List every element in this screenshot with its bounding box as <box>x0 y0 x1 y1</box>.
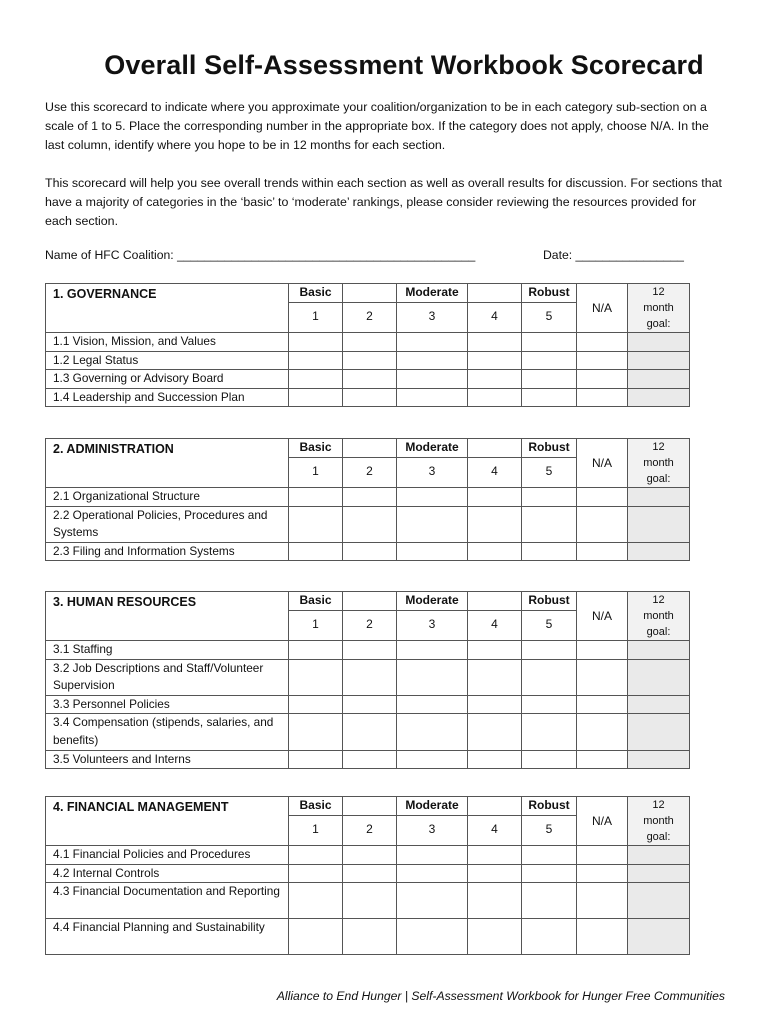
score-5-label: 5 <box>522 816 577 846</box>
level-basic: Basic <box>289 592 343 611</box>
intro-paragraph-2: This scorecard will help you see overall trends within each section as well as overall results for discussion. For sections that have a majority of categories in the ‘basic’ to ‘moderate’ rankings, please consider reviewing the resources provided for each section. <box>45 176 722 228</box>
scorecard-table-governance <box>45 283 690 407</box>
score-cell[interactable] <box>522 714 577 750</box>
score-cell[interactable] <box>343 388 397 407</box>
section-title: 3. HUMAN RESOURCES <box>46 592 289 641</box>
goal-cell[interactable] <box>628 333 690 352</box>
score-cell[interactable] <box>343 714 397 750</box>
level-basic: Basic <box>289 439 343 458</box>
score-cell[interactable] <box>397 750 468 769</box>
level-robust: Robust <box>522 592 577 611</box>
na-header: N/A <box>577 284 628 333</box>
level-basic: Basic <box>289 284 343 303</box>
score-4-label: 4 <box>468 816 522 846</box>
goal-cell[interactable] <box>628 864 690 883</box>
score-cell[interactable] <box>468 864 522 883</box>
goal-header: 12 month goal: <box>628 592 690 641</box>
score-cell[interactable] <box>468 351 522 370</box>
score-cell[interactable] <box>343 883 397 919</box>
level-robust: Robust <box>522 439 577 458</box>
na-header: N/A <box>577 797 628 846</box>
section-title: 4. FINANCIAL MANAGEMENT <box>46 797 289 846</box>
item-label: 4.2 Internal Controls <box>46 864 289 883</box>
score-cell[interactable] <box>522 695 577 714</box>
score-3-label: 3 <box>397 611 468 641</box>
score-cell[interactable] <box>397 659 468 695</box>
scorecard-table-financial-management <box>45 796 690 955</box>
na-cell[interactable] <box>577 388 628 407</box>
item-label: 4.3 Financial Documentation and Reporting <box>46 883 289 919</box>
level-moderate: Moderate <box>397 797 468 816</box>
score-cell[interactable] <box>289 641 343 660</box>
score-cell[interactable] <box>343 864 397 883</box>
score-cell[interactable] <box>468 883 522 919</box>
score-cell[interactable] <box>397 883 468 919</box>
score-3-label: 3 <box>397 816 468 846</box>
goal-cell[interactable] <box>628 846 690 865</box>
score-cell[interactable] <box>343 659 397 695</box>
score-cell[interactable] <box>468 542 522 561</box>
level-basic: Basic <box>289 797 343 816</box>
score-cell[interactable] <box>397 864 468 883</box>
score-cell[interactable] <box>468 659 522 695</box>
page-title: Overall Self-Assessment Workbook Scorecard <box>104 50 704 80</box>
score-2-label: 2 <box>343 611 397 641</box>
na-cell[interactable] <box>577 641 628 660</box>
na-cell[interactable] <box>577 659 628 695</box>
goal-cell[interactable] <box>628 370 690 389</box>
score-cell[interactable] <box>343 919 397 955</box>
item-label: 4.1 Financial Policies and Procedures <box>46 846 289 865</box>
score-cell[interactable] <box>522 370 577 389</box>
score-cell[interactable] <box>522 846 577 865</box>
score-cell[interactable] <box>522 750 577 769</box>
goal-cell[interactable] <box>628 542 690 561</box>
item-label: 2.1 Organizational Structure <box>46 488 289 507</box>
score-cell[interactable] <box>397 641 468 660</box>
score-cell[interactable] <box>522 883 577 919</box>
na-cell[interactable] <box>577 488 628 507</box>
score-2-label: 2 <box>343 303 397 333</box>
score-cell[interactable] <box>289 542 343 561</box>
score-cell[interactable] <box>522 659 577 695</box>
score-cell[interactable] <box>397 919 468 955</box>
score-cell[interactable] <box>522 388 577 407</box>
score-cell[interactable] <box>397 370 468 389</box>
goal-cell[interactable] <box>628 695 690 714</box>
date-field[interactable]: Date: ________________ <box>543 248 684 262</box>
score-cell[interactable] <box>289 919 343 955</box>
score-cell[interactable] <box>397 714 468 750</box>
intro-paragraph-1: Use this scorecard to indicate where you approximate your coalition/organization to be in each category sub-section on a scale of 1 to 5. Place the corresponding number in the appropriate box. If the category does not apply, choose N/A. In the last column, identify where you hope to be in 12 months for each section. <box>45 100 709 152</box>
score-4-label: 4 <box>468 303 522 333</box>
score-cell[interactable] <box>397 846 468 865</box>
item-label: 3.2 Job Descriptions and Staff/Volunteer Supervision <box>46 659 289 695</box>
score-cell[interactable] <box>522 864 577 883</box>
score-cell[interactable] <box>289 864 343 883</box>
goal-cell[interactable] <box>628 506 690 542</box>
item-label: 3.1 Staffing <box>46 641 289 660</box>
na-cell[interactable] <box>577 370 628 389</box>
scorecard-table-human-resources <box>45 591 690 769</box>
goal-cell[interactable] <box>628 919 690 955</box>
level-robust: Robust <box>522 284 577 303</box>
na-cell[interactable] <box>577 864 628 883</box>
goal-cell[interactable] <box>628 750 690 769</box>
item-label: 3.5 Volunteers and Interns <box>46 750 289 769</box>
goal-cell[interactable] <box>628 883 690 919</box>
level-moderate: Moderate <box>397 592 468 611</box>
level-robust: Robust <box>522 797 577 816</box>
score-cell[interactable] <box>468 333 522 352</box>
page-footer: Alliance to End Hunger | Self-Assessment Workbook for Hunger Free Communities <box>276 989 725 1003</box>
score-cell[interactable] <box>289 333 343 352</box>
level-moderate: Moderate <box>397 284 468 303</box>
score-cell[interactable] <box>289 883 343 919</box>
score-cell[interactable] <box>468 641 522 660</box>
goal-cell[interactable] <box>628 714 690 750</box>
na-cell[interactable] <box>577 333 628 352</box>
score-cell[interactable] <box>343 488 397 507</box>
score-cell[interactable] <box>289 695 343 714</box>
score-cell[interactable] <box>343 542 397 561</box>
score-1-label: 1 <box>289 611 343 641</box>
score-5-label: 5 <box>522 611 577 641</box>
item-label: 3.3 Personnel Policies <box>46 695 289 714</box>
score-cell[interactable] <box>289 488 343 507</box>
score-cell[interactable] <box>289 388 343 407</box>
score-cell[interactable] <box>397 506 468 542</box>
item-label: 4.4 Financial Planning and Sustainability <box>46 919 289 955</box>
item-label: 1.3 Governing or Advisory Board <box>46 370 289 389</box>
na-cell[interactable] <box>577 695 628 714</box>
score-cell[interactable] <box>468 695 522 714</box>
na-header: N/A <box>577 592 628 641</box>
score-cell[interactable] <box>289 506 343 542</box>
item-label: 1.1 Vision, Mission, and Values <box>46 333 289 352</box>
score-cell[interactable] <box>343 370 397 389</box>
score-cell[interactable] <box>289 714 343 750</box>
item-label: 2.3 Filing and Information Systems <box>46 542 289 561</box>
score-cell[interactable] <box>289 659 343 695</box>
score-cell[interactable] <box>343 846 397 865</box>
score-cell[interactable] <box>468 919 522 955</box>
scorecard-table-administration <box>45 438 690 561</box>
na-cell[interactable] <box>577 351 628 370</box>
score-cell[interactable] <box>397 333 468 352</box>
na-header: N/A <box>577 439 628 488</box>
score-cell[interactable] <box>397 695 468 714</box>
score-cell[interactable] <box>397 388 468 407</box>
score-3-label: 3 <box>397 458 468 488</box>
score-3-label: 3 <box>397 303 468 333</box>
goal-cell[interactable] <box>628 351 690 370</box>
score-cell[interactable] <box>289 846 343 865</box>
na-cell[interactable] <box>577 883 628 919</box>
score-cell[interactable] <box>468 714 522 750</box>
goal-header: 12 month goal: <box>628 439 690 488</box>
score-cell[interactable] <box>289 750 343 769</box>
score-1-label: 1 <box>289 458 343 488</box>
score-cell[interactable] <box>522 351 577 370</box>
na-cell[interactable] <box>577 714 628 750</box>
item-label: 1.4 Leadership and Succession Plan <box>46 388 289 407</box>
item-label: 1.2 Legal Status <box>46 351 289 370</box>
na-cell[interactable] <box>577 542 628 561</box>
goal-cell[interactable] <box>628 488 690 507</box>
score-cell[interactable] <box>468 506 522 542</box>
score-cell[interactable] <box>468 388 522 407</box>
section-title: 2. ADMINISTRATION <box>46 439 289 488</box>
score-1-label: 1 <box>289 816 343 846</box>
score-cell[interactable] <box>468 750 522 769</box>
score-cell[interactable] <box>468 846 522 865</box>
score-1-label: 1 <box>289 303 343 333</box>
score-cell[interactable] <box>289 351 343 370</box>
coalition-name-field[interactable]: Name of HFC Coalition: ____________________________________________ <box>45 248 476 262</box>
goal-cell[interactable] <box>628 388 690 407</box>
item-label: 3.4 Compensation (stipends, salaries, and benefits) <box>46 714 289 750</box>
score-4-label: 4 <box>468 458 522 488</box>
score-cell[interactable] <box>343 695 397 714</box>
score-cell[interactable] <box>343 333 397 352</box>
score-cell[interactable] <box>522 488 577 507</box>
score-5-label: 5 <box>522 303 577 333</box>
level-moderate: Moderate <box>397 439 468 458</box>
score-4-label: 4 <box>468 611 522 641</box>
na-cell[interactable] <box>577 750 628 769</box>
score-cell[interactable] <box>397 351 468 370</box>
score-5-label: 5 <box>522 458 577 488</box>
score-cell[interactable] <box>468 488 522 507</box>
score-cell[interactable] <box>343 351 397 370</box>
score-cell[interactable] <box>343 506 397 542</box>
score-cell[interactable] <box>397 488 468 507</box>
goal-cell[interactable] <box>628 641 690 660</box>
score-cell[interactable] <box>397 542 468 561</box>
score-cell[interactable] <box>343 750 397 769</box>
score-cell[interactable] <box>522 542 577 561</box>
na-cell[interactable] <box>577 506 628 542</box>
goal-header: 12 month goal: <box>628 284 690 333</box>
na-cell[interactable] <box>577 919 628 955</box>
goal-cell[interactable] <box>628 659 690 695</box>
score-cell[interactable] <box>468 370 522 389</box>
score-2-label: 2 <box>343 458 397 488</box>
score-cell[interactable] <box>522 333 577 352</box>
score-cell[interactable] <box>289 370 343 389</box>
item-label: 2.2 Operational Policies, Procedures and Systems <box>46 506 289 542</box>
score-cell[interactable] <box>522 506 577 542</box>
score-cell[interactable] <box>343 641 397 660</box>
section-title: 1. GOVERNANCE <box>46 284 289 333</box>
score-cell[interactable] <box>522 919 577 955</box>
goal-header: 12 month goal: <box>628 797 690 846</box>
na-cell[interactable] <box>577 846 628 865</box>
score-cell[interactable] <box>522 641 577 660</box>
score-2-label: 2 <box>343 816 397 846</box>
